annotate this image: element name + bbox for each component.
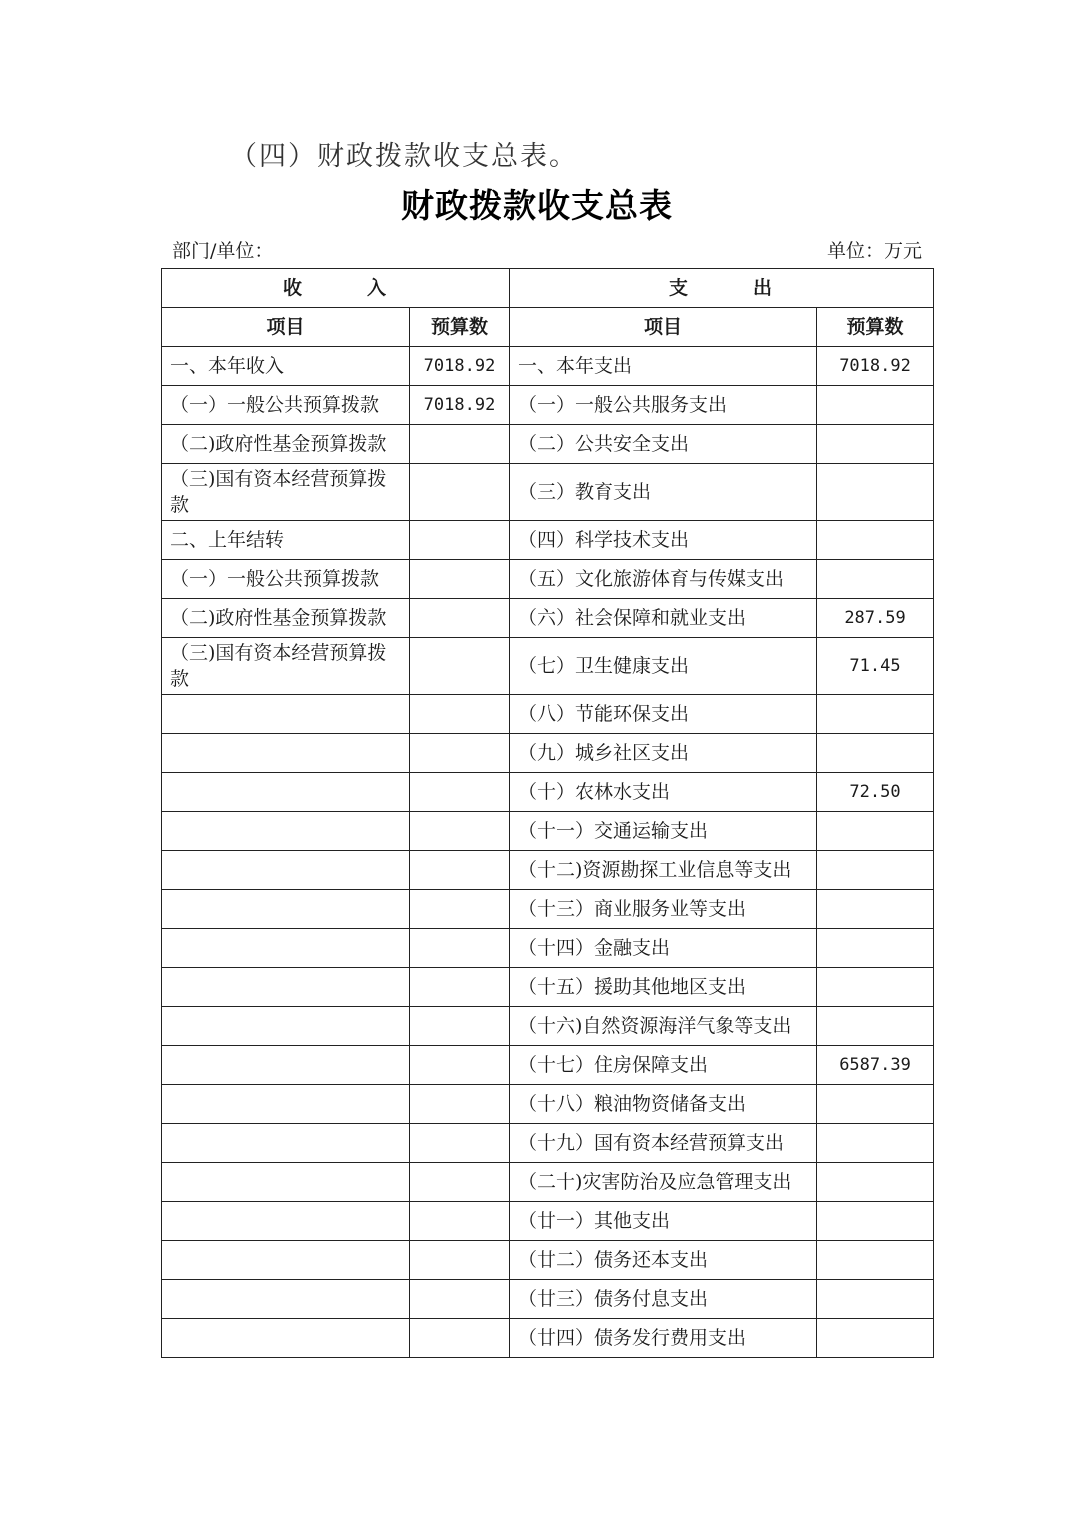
income-item xyxy=(162,1046,410,1085)
expense-item: （十五）援助其他地区支出 xyxy=(510,968,817,1007)
income-item: （三)国有资本经营预算拨款 xyxy=(162,464,410,521)
table-row xyxy=(162,1202,934,1241)
expense-item: 一、本年支出 xyxy=(510,347,817,386)
expense-value: 7018.92 xyxy=(817,347,934,386)
income-value xyxy=(410,1163,510,1202)
income-value xyxy=(410,851,510,890)
expense-value xyxy=(817,521,934,560)
expense-budget-col-header: 预算数 xyxy=(817,308,934,347)
expense-value xyxy=(817,560,934,599)
income-header: 收 入 xyxy=(162,269,510,308)
income-item: （二)政府性基金预算拨款 xyxy=(162,425,410,464)
expense-item: （十二)资源勘探工业信息等支出 xyxy=(510,851,817,890)
income-item: 二、上年结转 xyxy=(162,521,410,560)
income-value: 7018.92 xyxy=(410,347,510,386)
expense-item: （十九）国有资本经营预算支出 xyxy=(510,1124,817,1163)
expense-value xyxy=(817,1241,934,1280)
expense-value xyxy=(817,929,934,968)
table-row xyxy=(162,521,934,560)
expense-value xyxy=(817,968,934,1007)
table-row xyxy=(162,1280,934,1319)
expense-value xyxy=(817,1085,934,1124)
income-item: （三)国有资本经营预算拨款 xyxy=(162,638,410,695)
unit-label: 单位：万元 xyxy=(826,240,922,262)
income-value xyxy=(410,638,510,695)
expense-header: 支 出 xyxy=(510,269,934,308)
expense-item: （二）公共安全支出 xyxy=(510,425,817,464)
income-value xyxy=(410,599,510,638)
expense-value: 71.45 xyxy=(817,638,934,695)
income-item xyxy=(162,1241,410,1280)
expense-value xyxy=(817,1163,934,1202)
table-row xyxy=(162,464,934,521)
income-value xyxy=(410,1202,510,1241)
income-value xyxy=(410,1280,510,1319)
document-title: 财政拨款收支总表 xyxy=(401,186,673,225)
income-item: （一）一般公共预算拨款 xyxy=(162,386,410,425)
expense-value xyxy=(817,1319,934,1358)
expense-value: 6587.39 xyxy=(817,1046,934,1085)
expense-value xyxy=(817,695,934,734)
expense-item: （四）科学技术支出 xyxy=(510,521,817,560)
income-value xyxy=(410,695,510,734)
expense-value xyxy=(817,812,934,851)
income-value xyxy=(410,425,510,464)
expense-item: （六）社会保障和就业支出 xyxy=(510,599,817,638)
income-value xyxy=(410,1241,510,1280)
income-item xyxy=(162,1007,410,1046)
expense-value: 72.50 xyxy=(817,773,934,812)
income-item xyxy=(162,734,410,773)
table-row xyxy=(162,347,934,386)
table-row xyxy=(162,1007,934,1046)
table-row xyxy=(162,386,934,425)
expense-item: （廿三）债务付息支出 xyxy=(510,1280,817,1319)
table-row xyxy=(162,1163,934,1202)
expense-value xyxy=(817,890,934,929)
income-item xyxy=(162,1124,410,1163)
income-value xyxy=(410,734,510,773)
table-row xyxy=(162,773,934,812)
table-row xyxy=(162,812,934,851)
expense-item: （九）城乡社区支出 xyxy=(510,734,817,773)
income-item xyxy=(162,773,410,812)
income-item xyxy=(162,968,410,1007)
table-row xyxy=(162,890,934,929)
table-row xyxy=(162,560,934,599)
income-item-col-header: 项目 xyxy=(162,308,410,347)
income-value: 7018.92 xyxy=(410,386,510,425)
table-row xyxy=(162,1241,934,1280)
table-row xyxy=(162,1085,934,1124)
income-value xyxy=(410,1046,510,1085)
table-row xyxy=(162,599,934,638)
income-value xyxy=(410,773,510,812)
expense-value xyxy=(817,464,934,521)
expense-item: （十七）住房保障支出 xyxy=(510,1046,817,1085)
income-value xyxy=(410,968,510,1007)
table-row xyxy=(162,1124,934,1163)
expense-item: （一）一般公共服务支出 xyxy=(510,386,817,425)
table-row xyxy=(162,425,934,464)
expense-item: （十四）金融支出 xyxy=(510,929,817,968)
table-row xyxy=(162,695,934,734)
table-row xyxy=(162,638,934,695)
income-value xyxy=(410,929,510,968)
income-budget-col-header: 预算数 xyxy=(410,308,510,347)
department-label: 部门/单位： xyxy=(172,240,274,262)
expense-value xyxy=(817,1280,934,1319)
income-value xyxy=(410,560,510,599)
expense-item: （八）节能环保支出 xyxy=(510,695,817,734)
expense-item-col-header: 项目 xyxy=(510,308,817,347)
income-item xyxy=(162,851,410,890)
income-item xyxy=(162,890,410,929)
table-row xyxy=(162,1319,934,1358)
income-item xyxy=(162,695,410,734)
income-value xyxy=(410,1085,510,1124)
expense-item: （廿四）债务发行费用支出 xyxy=(510,1319,817,1358)
income-value xyxy=(410,1007,510,1046)
table-row xyxy=(162,734,934,773)
income-value xyxy=(410,1124,510,1163)
expense-item: （廿一）其他支出 xyxy=(510,1202,817,1241)
table-row xyxy=(162,968,934,1007)
expense-item: （三）教育支出 xyxy=(510,464,817,521)
income-value xyxy=(410,521,510,560)
expense-item: （七）卫生健康支出 xyxy=(510,638,817,695)
income-item: （一）一般公共预算拨款 xyxy=(162,560,410,599)
section-heading: （四）财政拨款收支总表。 xyxy=(230,141,578,172)
income-item xyxy=(162,929,410,968)
income-value xyxy=(410,890,510,929)
expense-item: （十一）交通运输支出 xyxy=(510,812,817,851)
income-value xyxy=(410,1319,510,1358)
income-item xyxy=(162,1319,410,1358)
income-item xyxy=(162,1202,410,1241)
expense-value xyxy=(817,1202,934,1241)
expense-item: （十六)自然资源海洋气象等支出 xyxy=(510,1007,817,1046)
table-row xyxy=(162,929,934,968)
expense-item: （廿二）债务还本支出 xyxy=(510,1241,817,1280)
income-item xyxy=(162,1163,410,1202)
expense-value xyxy=(817,851,934,890)
income-item xyxy=(162,1280,410,1319)
income-item: 一、本年收入 xyxy=(162,347,410,386)
expense-value xyxy=(817,734,934,773)
expense-item: （十三）商业服务业等支出 xyxy=(510,890,817,929)
income-value xyxy=(410,464,510,521)
expense-item: （二十)灾害防治及应急管理支出 xyxy=(510,1163,817,1202)
expense-value xyxy=(817,425,934,464)
expense-item: （十八）粮油物资储备支出 xyxy=(510,1085,817,1124)
income-item xyxy=(162,812,410,851)
expense-value xyxy=(817,386,934,425)
income-value xyxy=(410,812,510,851)
expense-item: （五）文化旅游体育与传媒支出 xyxy=(510,560,817,599)
table-row xyxy=(162,851,934,890)
table-row xyxy=(162,1046,934,1085)
income-item: （二)政府性基金预算拨款 xyxy=(162,599,410,638)
expense-value xyxy=(817,1007,934,1046)
expense-value: 287.59 xyxy=(817,599,934,638)
fiscal-summary-table xyxy=(161,268,934,1358)
expense-value xyxy=(817,1124,934,1163)
expense-item: （十）农林水支出 xyxy=(510,773,817,812)
income-item xyxy=(162,1085,410,1124)
